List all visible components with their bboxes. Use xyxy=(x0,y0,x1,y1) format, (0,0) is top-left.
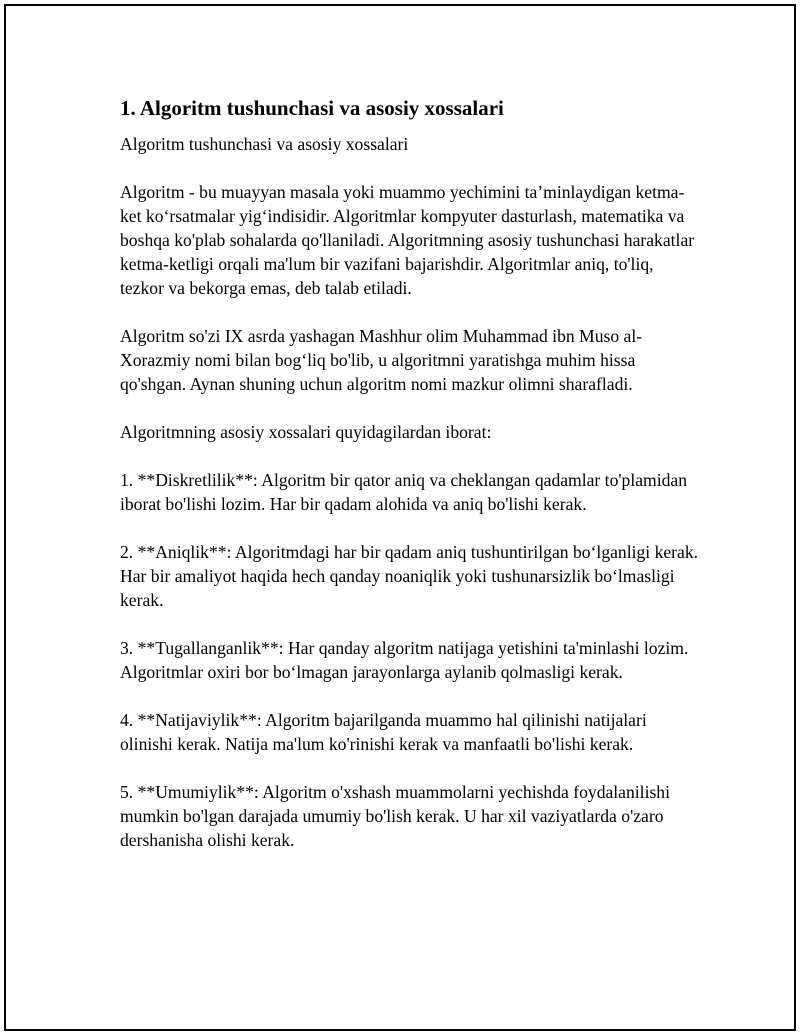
document-title: 1. Algoritm tushunchasi va asosiy xossalari xyxy=(120,96,504,120)
property-item-effectiveness: 4. **Natijaviylik**: Algoritm bajarilganda muammo hal qilinishi natijalari olinishi kerak. Natija ma'lum ko'rinishi kerak va manfaatli bo'lishi kerak. xyxy=(120,710,647,754)
page-frame xyxy=(4,4,796,1031)
document-body xyxy=(120,94,700,876)
properties-intro-paragraph: Algoritmning asosiy xossalari quyidagilardan iborat: xyxy=(120,422,492,442)
property-item-generality: 5. **Umumiylik**: Algoritm o'xshash muammolarni yechishda foydalanilishi mumkin bo'lgan darajada umumiy bo'lish kerak. U har xil vaziyatlarda o'zaro dershanisha olishi kerak. xyxy=(120,782,670,850)
property-item-discreteness: 1. **Diskretlilik**: Algoritm bir qator aniq va cheklangan qadamlar to'plamidan iborat bo'lishi lozim. Har bir qadam alohida va aniq bo'lishi kerak. xyxy=(120,470,688,514)
subtitle-paragraph: Algoritm tushunchasi va asosiy xossalari xyxy=(120,134,409,154)
definition-paragraph: Algoritm - bu muayyan masala yoki muammo yechimini ta’minlaydigan ketma-ket ko‘rsatmalar yig‘indisidir. Algoritmlar kompyuter dasturlash, matematika va boshqa ko'plab sohalarda qo'llaniladi. Algoritmning asosiy tushunchasi harakatlar ketma-ketligi orqali ma'lum bir vazifani bajarishdir. Algoritmlar aniq, to'liq, tezkor va bekorga emas, deb talab etiladi. xyxy=(120,182,695,298)
history-paragraph: Algoritm so'zi IX asrda yashagan Mashhur olim Muhammad ibn Muso al-Xorazmiy nomi bilan bog‘liq bo'lib, u algoritmni yaratishga muhim hissa qo'shgan. Aynan shuning uchun algoritm nomi mazkur olimni sharafladi. xyxy=(120,326,643,394)
property-item-finiteness: 3. **Tugallanganlik**: Har qanday algoritm natijaga yetishini ta'minlashi lozim. Algoritmlar oxiri bor bo‘lmagan jarayonlarga aylanib qolmasligi kerak. xyxy=(120,638,689,682)
property-item-precision: 2. **Aniqlik**: Algoritmdagi har bir qadam aniq tushuntirilgan bo‘lganligi kerak. Har bir amaliyot haqida hech qanday noaniqlik yoki tushunarsizlik bo‘lmasligi kerak. xyxy=(120,542,699,610)
